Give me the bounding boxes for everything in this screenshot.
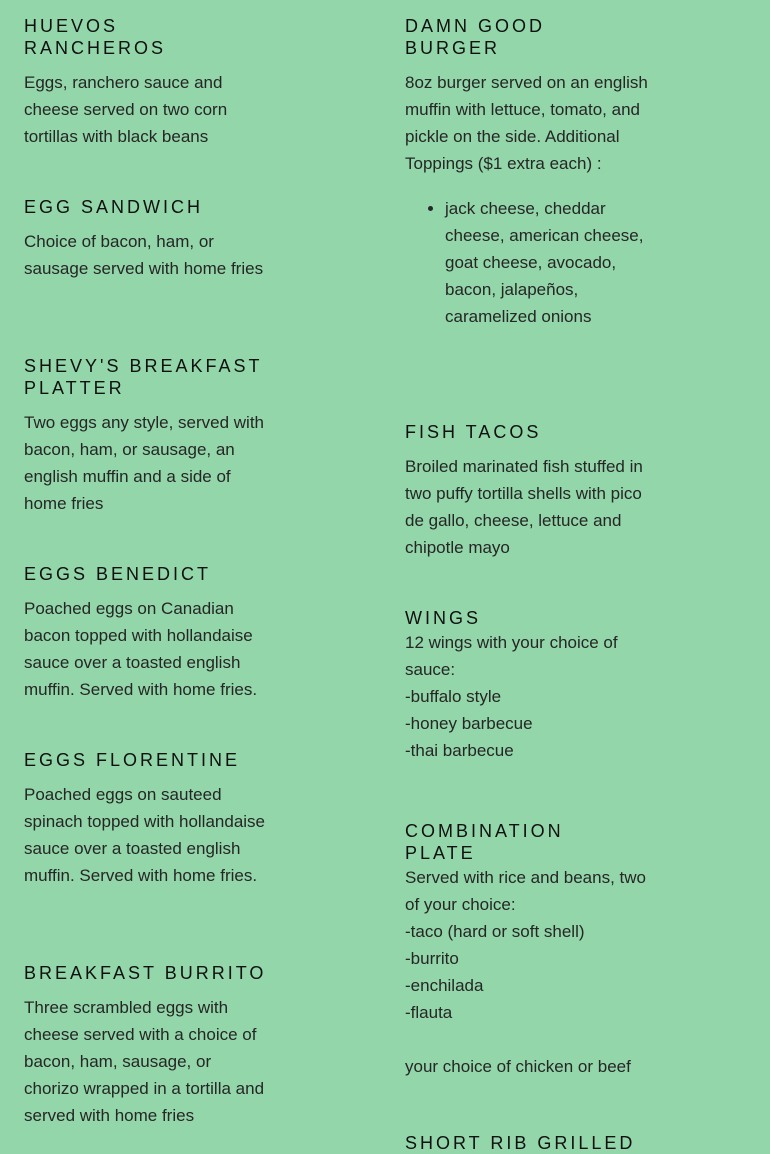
menu-item-title: SHEVY'S BREAKFAST PLATTER	[24, 356, 263, 398]
menu-item-description: 8oz burger served on an english muffin with lettuce, tomato, and pickle on the side. Additional Toppings ($1 extra each) :	[405, 73, 648, 173]
menu-item-fish-tacos	[405, 421, 650, 561]
menu-item-combination-plate	[405, 820, 650, 1080]
menu-item-description: Two eggs any style, served with bacon, ham, or sausage, an english muffin and a side of home fries	[24, 413, 265, 513]
menu-item-description: Broiled marinated fish stuffed in two puffy tortilla shells with pico de gallo, cheese, lettuce and chipotle mayo	[405, 457, 643, 557]
menu-item-description: Choice of bacon, ham, or sausage served with home fries	[24, 232, 264, 278]
menu-item-eggs-benedict	[24, 563, 269, 703]
menu-item-description: Three scrambled eggs with cheese served with a choice of bacon, ham, sausage, or chorizo wrapped in a tortilla and served with home fries	[24, 998, 265, 1125]
wings-sauce-option: -thai barbecue	[405, 741, 514, 760]
wings-options	[405, 629, 650, 764]
menu-item-huevos-rancheros	[24, 15, 269, 150]
menu-item-title: EGGS BENEDICT	[24, 564, 212, 584]
menu-item-wings	[405, 607, 650, 764]
wings-line: 12 wings with your choice of sauce:	[405, 633, 618, 679]
combination-options	[405, 864, 650, 1080]
menu-item-title: WINGS	[405, 608, 481, 628]
menu-item-breakfast-burrito	[24, 962, 269, 1129]
toppings-list-item: • jack cheese, cheddar cheese, american cheese, goat cheese, avocado, bacon, jalapeños, caramelized onions	[445, 195, 650, 330]
menu-item-title: SHORT RIB GRILLED	[405, 1133, 636, 1153]
menu-item-description: Poached eggs on sauteed spinach topped with hollandaise sauce over a toasted english muffin. Served with home fries.	[24, 785, 266, 885]
menu-item-short-rib	[405, 1132, 650, 1154]
menu-item-title: EGGS FLORENTINE	[24, 750, 241, 770]
menu-item-title: DAMN GOOD BURGER	[405, 16, 546, 58]
menu-item-breakfast-platter	[24, 355, 269, 517]
wings-sauce-option: -honey barbecue	[405, 714, 533, 733]
combination-option: -taco (hard or soft shell)	[405, 922, 585, 941]
combination-option: -burrito	[405, 949, 459, 968]
menu-item-description: Eggs, ranchero sauce and cheese served on two corn tortillas with black beans	[24, 73, 228, 146]
spacer	[405, 1026, 650, 1053]
menu-item-egg-sandwich	[24, 196, 269, 282]
combination-line: Served with rice and beans, two of your choice:	[405, 868, 646, 914]
combination-footer: your choice of chicken or beef	[405, 1057, 631, 1076]
menu-item-eggs-florentine	[24, 749, 269, 889]
menu-item-description: Poached eggs on Canadian bacon topped with hollandaise sauce over a toasted english muffin. Served with home fries.	[24, 599, 258, 699]
menu-item-title: BREAKFAST BURRITO	[24, 963, 267, 983]
menu-item-burger	[405, 15, 650, 330]
menu-item-title: HUEVOS RANCHEROS	[24, 16, 167, 58]
menu-item-title: FISH TACOS	[405, 422, 542, 442]
toppings-list	[405, 195, 650, 330]
menu-item-title: EGG SANDWICH	[24, 197, 204, 217]
combination-option: -enchilada	[405, 976, 484, 995]
combination-option: -flauta	[405, 1003, 453, 1022]
menu-item-title: COMBINATION PLATE	[405, 821, 564, 863]
wings-sauce-option: -buffalo style	[405, 687, 502, 706]
